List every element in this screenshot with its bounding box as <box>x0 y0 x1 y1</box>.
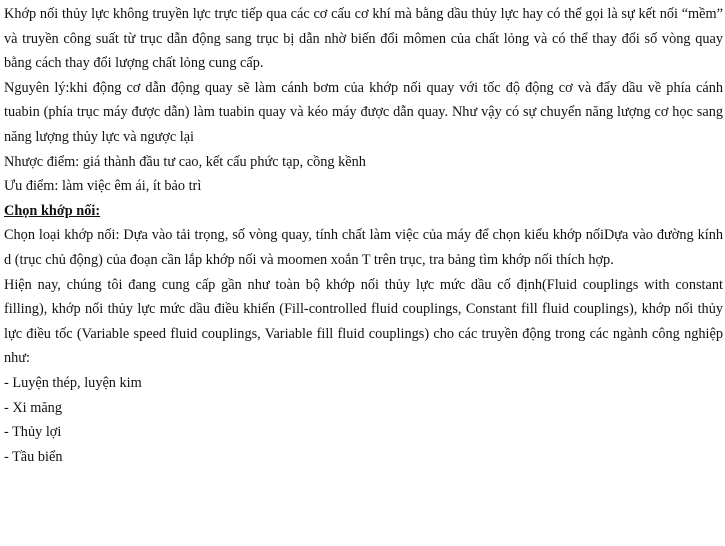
supply-paragraph: Hiện nay, chúng tôi đang cung cấp gần như toàn bộ khớp nối thủy lực mức dầu cố định(Fluid couplings with constant filling), khớp nối thủy lực mức dầu điều khiển (Fill-controlled fluid couplings, Constant fill fluid couplings), khớp nối thủy lực điều tốc (Variable speed fluid couplings, Variable fill fluid couplings) cho các truyền động trong các ngành công nghiệp như: <box>4 276 723 367</box>
section-heading: Chọn khớp nối: <box>4 202 101 219</box>
selection-paragraph: Chọn loại khớp nối: Dựa vào tải trọng, số vòng quay, tính chất làm việc của máy để chọn kiểu khớp nốiDựa vào đường kính d (trục chủ động) của đoạn cần lắp khớp nối và moomen xoắn T trên trục, tra bảng tìm khớp nối thích hợp. <box>4 227 723 268</box>
disadvantage-paragraph: Nhược điểm: giá thành đầu tư cao, kết cấu phức tạp, cồng kềnh <box>4 153 366 170</box>
document-body <box>4 2 723 469</box>
industry-list-item: - Xi măng <box>4 399 62 416</box>
industry-list-item: - Thủy lợi <box>4 424 62 441</box>
advantage-paragraph: Ưu điểm: làm việc êm ái, ít bảo trì <box>4 178 202 195</box>
principle-paragraph: Nguyên lý:khi động cơ dẫn động quay sẽ làm cánh bơm của khớp nối quay với tốc độ động cơ và đẩy dầu về phía cánh tuabin (phía trục máy được dẫn) làm tuabin quay và kéo máy được dẫn quay. Như vậy có sự chuyển năng lượng cơ học sang năng lượng thủy lực và ngược lại <box>4 79 723 145</box>
industry-list-item: - Luyện thép, luyện kim <box>4 374 142 391</box>
industry-list-item: - Tầu biển <box>4 448 63 465</box>
intro-paragraph: Khớp nối thủy lực không truyền lực trực tiếp qua các cơ cấu cơ khí mà bằng dầu thủy lực hay có thể gọi là sự kết nối “mềm” và truyền công suất từ trục dẫn động sang trục bị dẫn nhờ biến đổi mômen của chất lỏng và có thể thay đổi số vòng quay bằng cách thay đổi lượng chất lỏng cung cấp. <box>4 6 723 72</box>
